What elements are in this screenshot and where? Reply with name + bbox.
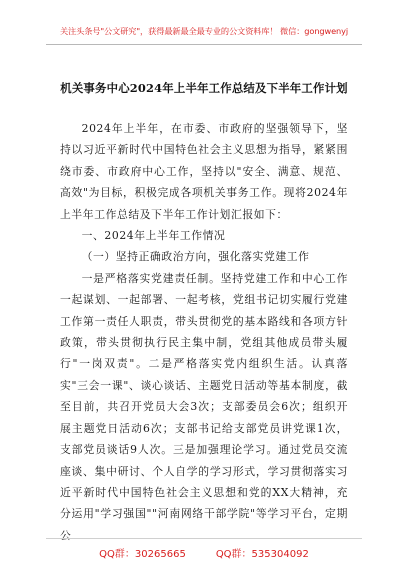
page-footer (0, 545, 408, 560)
intro-paragraph: 2024年上半年，在市委、市政府的坚强领导下，坚持以习近平新时代中国特色社会主义思想为指导，紧紧围绕市委、市政府中心工作，坚持以"安全、满意、规范、高效"为目标，积极完成各项机关事务工作。现将2024年上半年工作总结及下半年工作计划汇报如下： (60, 122, 348, 221)
header-promo-text: 关注头条号"公文研究"，获得最新最全最专业的公文资料库！ 微信：gongwenyj (59, 26, 349, 36)
subsection-heading-1: （一）坚持正确政治方向，强化落实党建工作 (81, 250, 310, 264)
section-heading-1: 一、2024年上半年工作情况 (81, 229, 226, 243)
body-paragraph: 一是严格落实党建责任制。坚持党建工作和中心工作一起谋划、一起部署、一起考核，党组书记切实履行党建工作第一责任人职责，带头贯彻党的基本路线和各项方针政策，带头贯彻执行民主集中制，党组其他成员带头履行"一岗双责"。二是严格落实党内组织生活。认真落实"三会一课"、谈心谈话、主题党日活动等基本制度，截至目前，共召开党员大会3次；支部委员会6次；组织开展主题党日活动6次；支部书记给支部党员讲党课1次，支部党员谈话9人次。三是加强理论学习。通过党员交流座谈、集中研讨、个人自学的学习形式，学习贯彻落实习近平新时代中国特色社会主义思想和党的XX大精神，充分运用"学习强国""河南网络干部学院"等学习平台，定期公 (60, 271, 348, 542)
footer-divider (46, 538, 362, 539)
footer-qq-group-2: QQ群：535304092 (215, 549, 309, 560)
document-title: 机关事务中心2024年上半年工作总结及下半年工作计划 (60, 81, 348, 95)
page-header (0, 0, 408, 52)
header-divider (46, 44, 362, 45)
footer-qq-group-1: QQ群：30265665 (99, 549, 186, 560)
document-body (60, 118, 348, 546)
